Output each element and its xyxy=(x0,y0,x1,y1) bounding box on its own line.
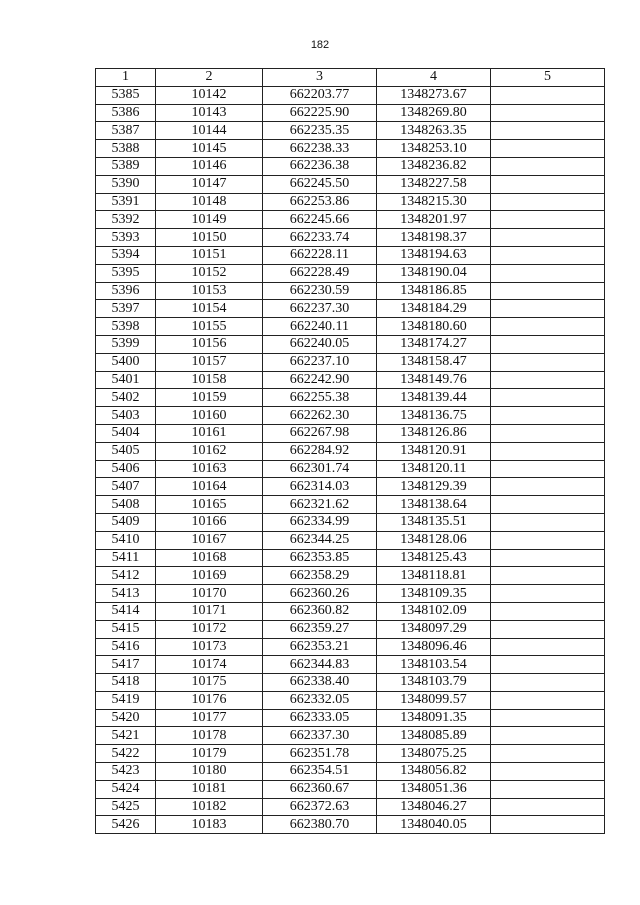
column-header-2: 2 xyxy=(156,69,263,87)
table-cell: 1348253.10 xyxy=(377,140,491,158)
table-cell: 1348120.91 xyxy=(377,442,491,460)
table-cell: 1348186.85 xyxy=(377,282,491,300)
table-row xyxy=(96,300,605,318)
table-cell: 5405 xyxy=(96,442,156,460)
table-cell: 1348201.97 xyxy=(377,211,491,229)
table-cell xyxy=(491,709,605,727)
table-cell xyxy=(491,567,605,585)
table-cell: 10172 xyxy=(156,620,263,638)
column-header-3: 3 xyxy=(263,69,377,87)
table-row xyxy=(96,389,605,407)
table-cell xyxy=(491,780,605,798)
table-row xyxy=(96,549,605,567)
table-row xyxy=(96,816,605,834)
table-row xyxy=(96,371,605,389)
table-cell: 5424 xyxy=(96,780,156,798)
table-cell: 5415 xyxy=(96,620,156,638)
table-cell: 10167 xyxy=(156,531,263,549)
table-cell: 10166 xyxy=(156,513,263,531)
table-header-row xyxy=(96,69,605,87)
table-row xyxy=(96,691,605,709)
table-cell: 5410 xyxy=(96,531,156,549)
table-cell: 10180 xyxy=(156,763,263,781)
table-row xyxy=(96,335,605,353)
column-header-1: 1 xyxy=(96,69,156,87)
table-cell: 1348215.30 xyxy=(377,193,491,211)
table-cell xyxy=(491,620,605,638)
table-row xyxy=(96,175,605,193)
table-row xyxy=(96,318,605,336)
table-row xyxy=(96,745,605,763)
table-cell xyxy=(491,442,605,460)
table-cell: 10173 xyxy=(156,638,263,656)
table-cell xyxy=(491,691,605,709)
table-cell: 5408 xyxy=(96,496,156,514)
table-row xyxy=(96,638,605,656)
table-cell xyxy=(491,798,605,816)
table-cell: 1348075.25 xyxy=(377,745,491,763)
table-cell: 5397 xyxy=(96,300,156,318)
table-cell: 1348273.67 xyxy=(377,86,491,104)
table-cell xyxy=(491,513,605,531)
table-cell: 10144 xyxy=(156,122,263,140)
table-cell: 662255.38 xyxy=(263,389,377,407)
table-cell xyxy=(491,318,605,336)
table-cell xyxy=(491,175,605,193)
table-cell: 1348040.05 xyxy=(377,816,491,834)
table-cell: 10142 xyxy=(156,86,263,104)
table-cell xyxy=(491,300,605,318)
table-cell: 662301.74 xyxy=(263,460,377,478)
table-cell: 10153 xyxy=(156,282,263,300)
table-cell: 5419 xyxy=(96,691,156,709)
table-cell: 5386 xyxy=(96,104,156,122)
table-row xyxy=(96,86,605,104)
table-cell: 662351.78 xyxy=(263,745,377,763)
table-cell: 10181 xyxy=(156,780,263,798)
table-cell: 5426 xyxy=(96,816,156,834)
coordinates-table xyxy=(95,68,605,834)
table-row xyxy=(96,496,605,514)
table-cell: 662240.05 xyxy=(263,335,377,353)
table-cell: 5400 xyxy=(96,353,156,371)
table-cell xyxy=(491,86,605,104)
table-cell: 1348138.64 xyxy=(377,496,491,514)
table-cell: 1348096.46 xyxy=(377,638,491,656)
table-cell: 662238.33 xyxy=(263,140,377,158)
table-cell: 5396 xyxy=(96,282,156,300)
table-row xyxy=(96,798,605,816)
table-row xyxy=(96,727,605,745)
table-row xyxy=(96,531,605,549)
table-row xyxy=(96,407,605,425)
table-cell: 1348102.09 xyxy=(377,602,491,620)
table-cell xyxy=(491,193,605,211)
table-cell: 10143 xyxy=(156,104,263,122)
table-row xyxy=(96,567,605,585)
table-cell xyxy=(491,638,605,656)
table-cell: 662267.98 xyxy=(263,424,377,442)
table-cell: 662236.38 xyxy=(263,157,377,175)
table-cell: 1348103.79 xyxy=(377,674,491,692)
table-cell: 5403 xyxy=(96,407,156,425)
table-row xyxy=(96,157,605,175)
table-cell: 10156 xyxy=(156,335,263,353)
table-cell xyxy=(491,122,605,140)
table-cell: 662344.25 xyxy=(263,531,377,549)
table-cell xyxy=(491,407,605,425)
table-row xyxy=(96,478,605,496)
table-cell xyxy=(491,727,605,745)
table-row xyxy=(96,602,605,620)
table-cell: 1348046.27 xyxy=(377,798,491,816)
table-cell: 662372.63 xyxy=(263,798,377,816)
table-cell xyxy=(491,282,605,300)
table-cell: 5423 xyxy=(96,763,156,781)
table-cell: 10157 xyxy=(156,353,263,371)
table-cell: 662359.27 xyxy=(263,620,377,638)
table-cell: 662233.74 xyxy=(263,229,377,247)
table-cell xyxy=(491,264,605,282)
table-cell: 1348227.58 xyxy=(377,175,491,193)
table-row xyxy=(96,656,605,674)
table-cell: 5390 xyxy=(96,175,156,193)
table-cell: 1348125.43 xyxy=(377,549,491,567)
table-row xyxy=(96,585,605,603)
table-cell: 10170 xyxy=(156,585,263,603)
column-header-4: 4 xyxy=(377,69,491,87)
table-cell xyxy=(491,229,605,247)
table-cell: 662203.77 xyxy=(263,86,377,104)
table-cell: 10168 xyxy=(156,549,263,567)
table-cell: 10147 xyxy=(156,175,263,193)
table-cell: 662245.50 xyxy=(263,175,377,193)
table-cell: 662354.51 xyxy=(263,763,377,781)
table-cell: 5393 xyxy=(96,229,156,247)
table-cell: 662235.35 xyxy=(263,122,377,140)
table-cell: 662380.70 xyxy=(263,816,377,834)
table-cell: 1348190.04 xyxy=(377,264,491,282)
table-cell: 1348097.29 xyxy=(377,620,491,638)
table-cell: 1348263.35 xyxy=(377,122,491,140)
table-cell: 5421 xyxy=(96,727,156,745)
table-cell xyxy=(491,371,605,389)
table-cell: 5398 xyxy=(96,318,156,336)
table-cell: 5404 xyxy=(96,424,156,442)
table-cell: 5425 xyxy=(96,798,156,816)
table-cell: 10164 xyxy=(156,478,263,496)
table-cell: 10151 xyxy=(156,246,263,264)
table-cell: 662314.03 xyxy=(263,478,377,496)
table-cell: 5388 xyxy=(96,140,156,158)
table-row xyxy=(96,122,605,140)
table-cell: 1348184.29 xyxy=(377,300,491,318)
table-cell: 10146 xyxy=(156,157,263,175)
table-cell xyxy=(491,602,605,620)
table-row xyxy=(96,282,605,300)
table-cell: 5391 xyxy=(96,193,156,211)
table-cell xyxy=(491,549,605,567)
table-cell: 662360.26 xyxy=(263,585,377,603)
table-cell xyxy=(491,140,605,158)
table-cell: 10169 xyxy=(156,567,263,585)
table-cell: 1348085.89 xyxy=(377,727,491,745)
table-cell: 1348091.35 xyxy=(377,709,491,727)
table-cell: 662237.10 xyxy=(263,353,377,371)
table-row xyxy=(96,442,605,460)
table-cell: 10163 xyxy=(156,460,263,478)
table-cell: 662360.82 xyxy=(263,602,377,620)
table-cell: 10179 xyxy=(156,745,263,763)
table-cell: 10150 xyxy=(156,229,263,247)
table-cell: 662337.30 xyxy=(263,727,377,745)
table-cell: 10145 xyxy=(156,140,263,158)
table-cell xyxy=(491,478,605,496)
table-cell: 10176 xyxy=(156,691,263,709)
table-cell: 10154 xyxy=(156,300,263,318)
table-row xyxy=(96,513,605,531)
table-cell: 662230.59 xyxy=(263,282,377,300)
table-cell xyxy=(491,246,605,264)
table-cell: 10155 xyxy=(156,318,263,336)
table-cell: 662242.90 xyxy=(263,371,377,389)
table-cell: 662344.83 xyxy=(263,656,377,674)
table-cell: 1348269.80 xyxy=(377,104,491,122)
table-cell: 10183 xyxy=(156,816,263,834)
table-cell: 5395 xyxy=(96,264,156,282)
table-cell: 1348149.76 xyxy=(377,371,491,389)
table-cell: 5417 xyxy=(96,656,156,674)
table-cell: 5401 xyxy=(96,371,156,389)
table-cell xyxy=(491,335,605,353)
table-cell: 662237.30 xyxy=(263,300,377,318)
table-cell: 662360.67 xyxy=(263,780,377,798)
table-cell: 1348099.57 xyxy=(377,691,491,709)
table-cell xyxy=(491,389,605,407)
table-cell: 5412 xyxy=(96,567,156,585)
table-cell: 1348129.39 xyxy=(377,478,491,496)
table-cell: 662338.40 xyxy=(263,674,377,692)
table-cell: 5387 xyxy=(96,122,156,140)
table-cell: 1348103.54 xyxy=(377,656,491,674)
table-cell: 10171 xyxy=(156,602,263,620)
table-row xyxy=(96,620,605,638)
table-cell: 1348198.37 xyxy=(377,229,491,247)
table-cell: 662225.90 xyxy=(263,104,377,122)
table-cell xyxy=(491,424,605,442)
table-cell xyxy=(491,674,605,692)
table-cell xyxy=(491,585,605,603)
table-cell: 10177 xyxy=(156,709,263,727)
table-cell: 662228.49 xyxy=(263,264,377,282)
table-cell: 1348139.44 xyxy=(377,389,491,407)
table-cell: 10178 xyxy=(156,727,263,745)
table-cell xyxy=(491,460,605,478)
table-cell: 1348109.35 xyxy=(377,585,491,603)
table-row xyxy=(96,264,605,282)
table-row xyxy=(96,709,605,727)
table-cell: 662358.29 xyxy=(263,567,377,585)
table-cell xyxy=(491,157,605,175)
table-cell xyxy=(491,656,605,674)
table-cell: 5420 xyxy=(96,709,156,727)
table-cell: 662240.11 xyxy=(263,318,377,336)
table-cell: 5402 xyxy=(96,389,156,407)
table-row xyxy=(96,460,605,478)
table-cell: 1348158.47 xyxy=(377,353,491,371)
table-cell: 10152 xyxy=(156,264,263,282)
table-cell: 5416 xyxy=(96,638,156,656)
table-cell xyxy=(491,745,605,763)
table-cell: 662262.30 xyxy=(263,407,377,425)
page-number: 182 xyxy=(310,39,330,51)
table-cell: 5389 xyxy=(96,157,156,175)
table-row xyxy=(96,424,605,442)
table-cell: 10175 xyxy=(156,674,263,692)
table-cell: 1348194.63 xyxy=(377,246,491,264)
table-cell: 662333.05 xyxy=(263,709,377,727)
table-cell: 10149 xyxy=(156,211,263,229)
table-row xyxy=(96,229,605,247)
table-cell: 5399 xyxy=(96,335,156,353)
table-row xyxy=(96,780,605,798)
table-cell: 5406 xyxy=(96,460,156,478)
table-cell: 1348120.11 xyxy=(377,460,491,478)
table-cell: 10158 xyxy=(156,371,263,389)
table-cell: 662245.66 xyxy=(263,211,377,229)
table-cell: 5407 xyxy=(96,478,156,496)
table-cell xyxy=(491,531,605,549)
table-row xyxy=(96,763,605,781)
table-cell: 1348135.51 xyxy=(377,513,491,531)
table-cell: 10159 xyxy=(156,389,263,407)
table-cell: 5392 xyxy=(96,211,156,229)
table-cell: 10165 xyxy=(156,496,263,514)
table-cell: 1348056.82 xyxy=(377,763,491,781)
table-cell: 10162 xyxy=(156,442,263,460)
table-row xyxy=(96,211,605,229)
table-row xyxy=(96,353,605,371)
table-cell xyxy=(491,104,605,122)
table-row xyxy=(96,104,605,122)
table-cell: 10174 xyxy=(156,656,263,674)
table-cell: 5413 xyxy=(96,585,156,603)
table-cell xyxy=(491,211,605,229)
table-cell: 662228.11 xyxy=(263,246,377,264)
table-cell: 1348118.81 xyxy=(377,567,491,585)
table-cell xyxy=(491,353,605,371)
table-cell xyxy=(491,763,605,781)
table-cell: 1348126.86 xyxy=(377,424,491,442)
table-cell: 662334.99 xyxy=(263,513,377,531)
table-row xyxy=(96,246,605,264)
table-cell: 1348174.27 xyxy=(377,335,491,353)
table-cell: 5411 xyxy=(96,549,156,567)
table-row xyxy=(96,193,605,211)
table-cell: 5409 xyxy=(96,513,156,531)
table-cell: 662321.62 xyxy=(263,496,377,514)
table-cell: 1348128.06 xyxy=(377,531,491,549)
table-cell: 10161 xyxy=(156,424,263,442)
table-cell: 662253.86 xyxy=(263,193,377,211)
table-body xyxy=(96,86,605,833)
table-cell: 1348236.82 xyxy=(377,157,491,175)
table-cell: 5422 xyxy=(96,745,156,763)
table-cell: 1348136.75 xyxy=(377,407,491,425)
table-cell: 5385 xyxy=(96,86,156,104)
table-cell: 10160 xyxy=(156,407,263,425)
table-cell: 662353.85 xyxy=(263,549,377,567)
table-cell: 5418 xyxy=(96,674,156,692)
table-cell: 10148 xyxy=(156,193,263,211)
table-row xyxy=(96,140,605,158)
table-cell xyxy=(491,496,605,514)
table-cell: 5394 xyxy=(96,246,156,264)
table-cell: 1348051.36 xyxy=(377,780,491,798)
table-cell: 662332.05 xyxy=(263,691,377,709)
table-cell: 662284.92 xyxy=(263,442,377,460)
table-cell: 10182 xyxy=(156,798,263,816)
table-row xyxy=(96,674,605,692)
table-cell: 5414 xyxy=(96,602,156,620)
table-cell: 1348180.60 xyxy=(377,318,491,336)
table-cell: 662353.21 xyxy=(263,638,377,656)
table-cell xyxy=(491,816,605,834)
column-header-5: 5 xyxy=(491,69,605,87)
